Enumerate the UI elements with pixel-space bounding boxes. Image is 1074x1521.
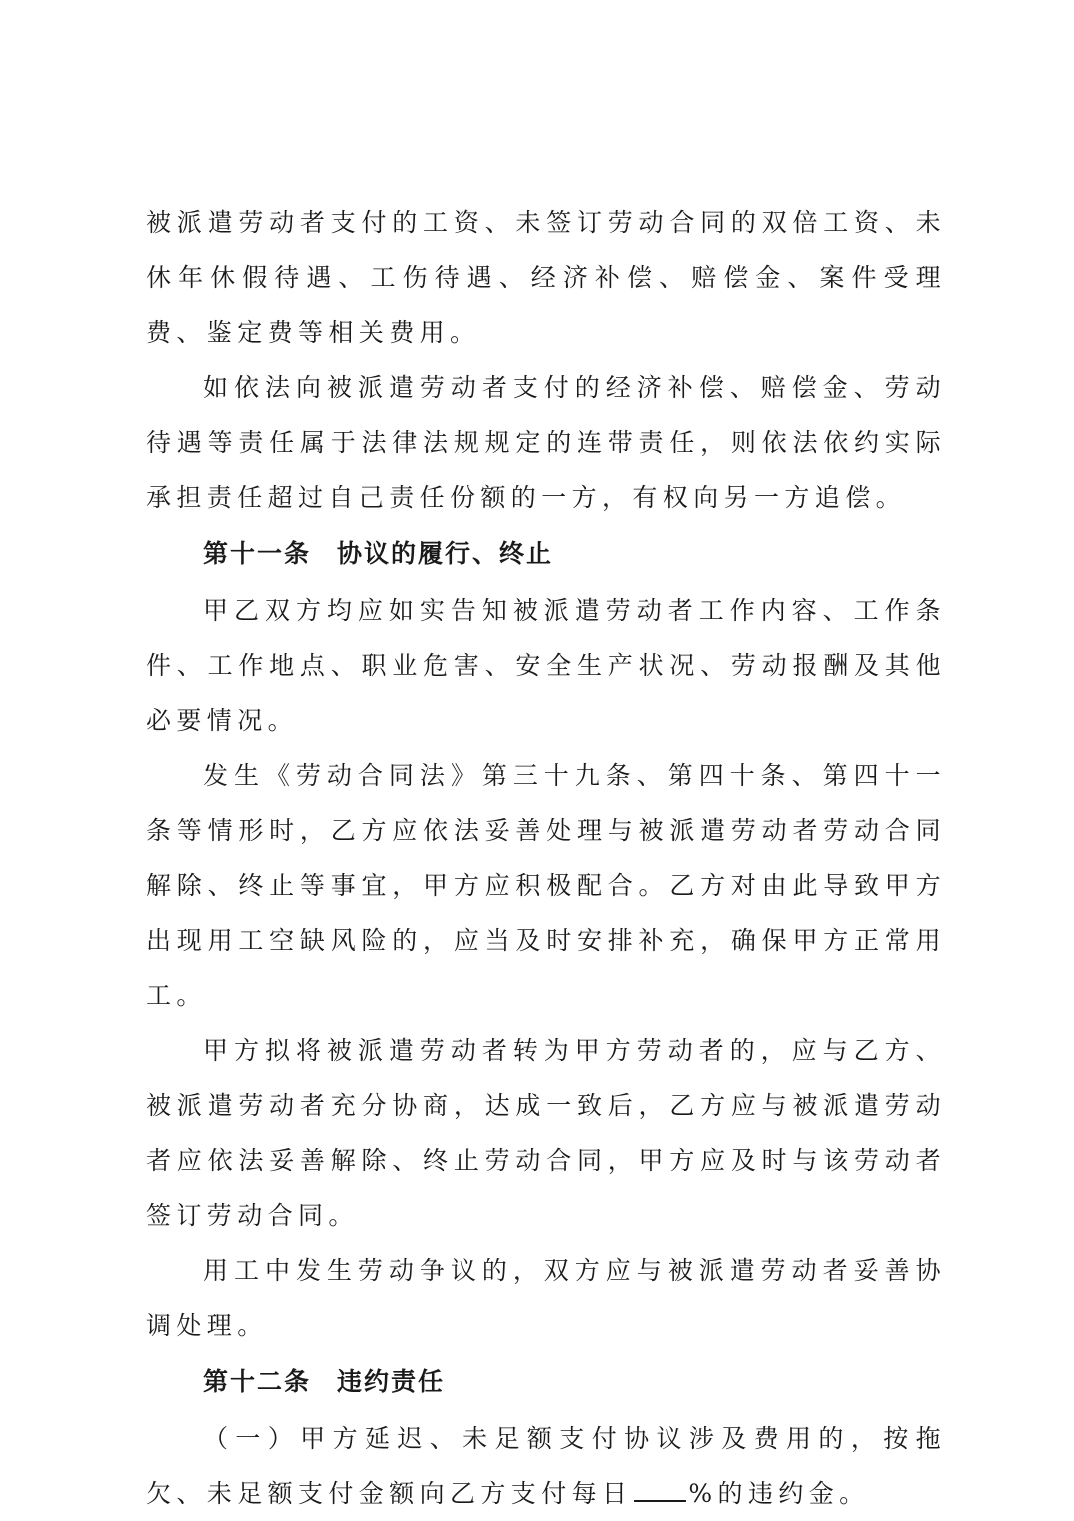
paragraph-inform-duty: 甲乙双方均应如实告知被派遣劳动者工作内容、工作条件、工作地点、职业危害、安全生产状况、劳动报酬及其他必要情况。: [146, 596, 946, 735]
article-12-heading: [146, 1353, 946, 1411]
article-11-number: 第十一条: [203, 539, 312, 568]
article-11-heading: [146, 525, 946, 583]
paragraph-conversion: 甲方拟将被派遣劳动者转为甲方劳动者的，应与乙方、被派遣劳动者充分协商，达成一致后，乙方应与被派遣劳动者应依法妥善解除、终止劳动合同，甲方应及时与该劳动者签订劳动合同。: [146, 1036, 946, 1230]
paragraph-contract-termination: 发生《劳动合同法》第三十九条、第四十条、第四十一条等情形时，乙方应依法妥善处理与被派遣劳动者劳动合同解除、终止等事宜，甲方应积极配合。乙方对由此导致甲方出现用工空缺风险的，应当及时安排补充，确保甲方正常用工。: [146, 761, 946, 1010]
penalty-rate-blank: [634, 1478, 686, 1502]
paragraph-labor-dispute: 用工中发生劳动争议的，双方应与被派遣劳动者妥善协调处理。: [146, 1256, 946, 1340]
penalty-text-prefix: （一）甲方延迟、未足额支付协议涉及费用的，按拖欠、未足额支付金额向乙方支付每日: [146, 1424, 946, 1508]
paragraph-late-payment-penalty: [146, 1411, 946, 1521]
paragraph-joint-liability: 如依法向被派遣劳动者支付的经济补偿、赔偿金、劳动待遇等责任属于法律法规规定的连带责任，则依法依约实际承担责任超过自己责任份额的一方，有权向另一方追偿。: [146, 373, 946, 512]
article-12-title: 违约责任: [337, 1367, 446, 1396]
document-body: [146, 195, 946, 1521]
article-11-title: 协议的履行、终止: [337, 539, 554, 568]
penalty-text-suffix: %的违约金。: [688, 1479, 870, 1508]
article-12-number: 第十二条: [203, 1367, 312, 1396]
paragraph-continued-costs: 被派遣劳动者支付的工资、未签订劳动合同的双倍工资、未休年休假待遇、工伤待遇、经济补偿、赔偿金、案件受理费、鉴定费等相关费用。: [146, 208, 946, 347]
